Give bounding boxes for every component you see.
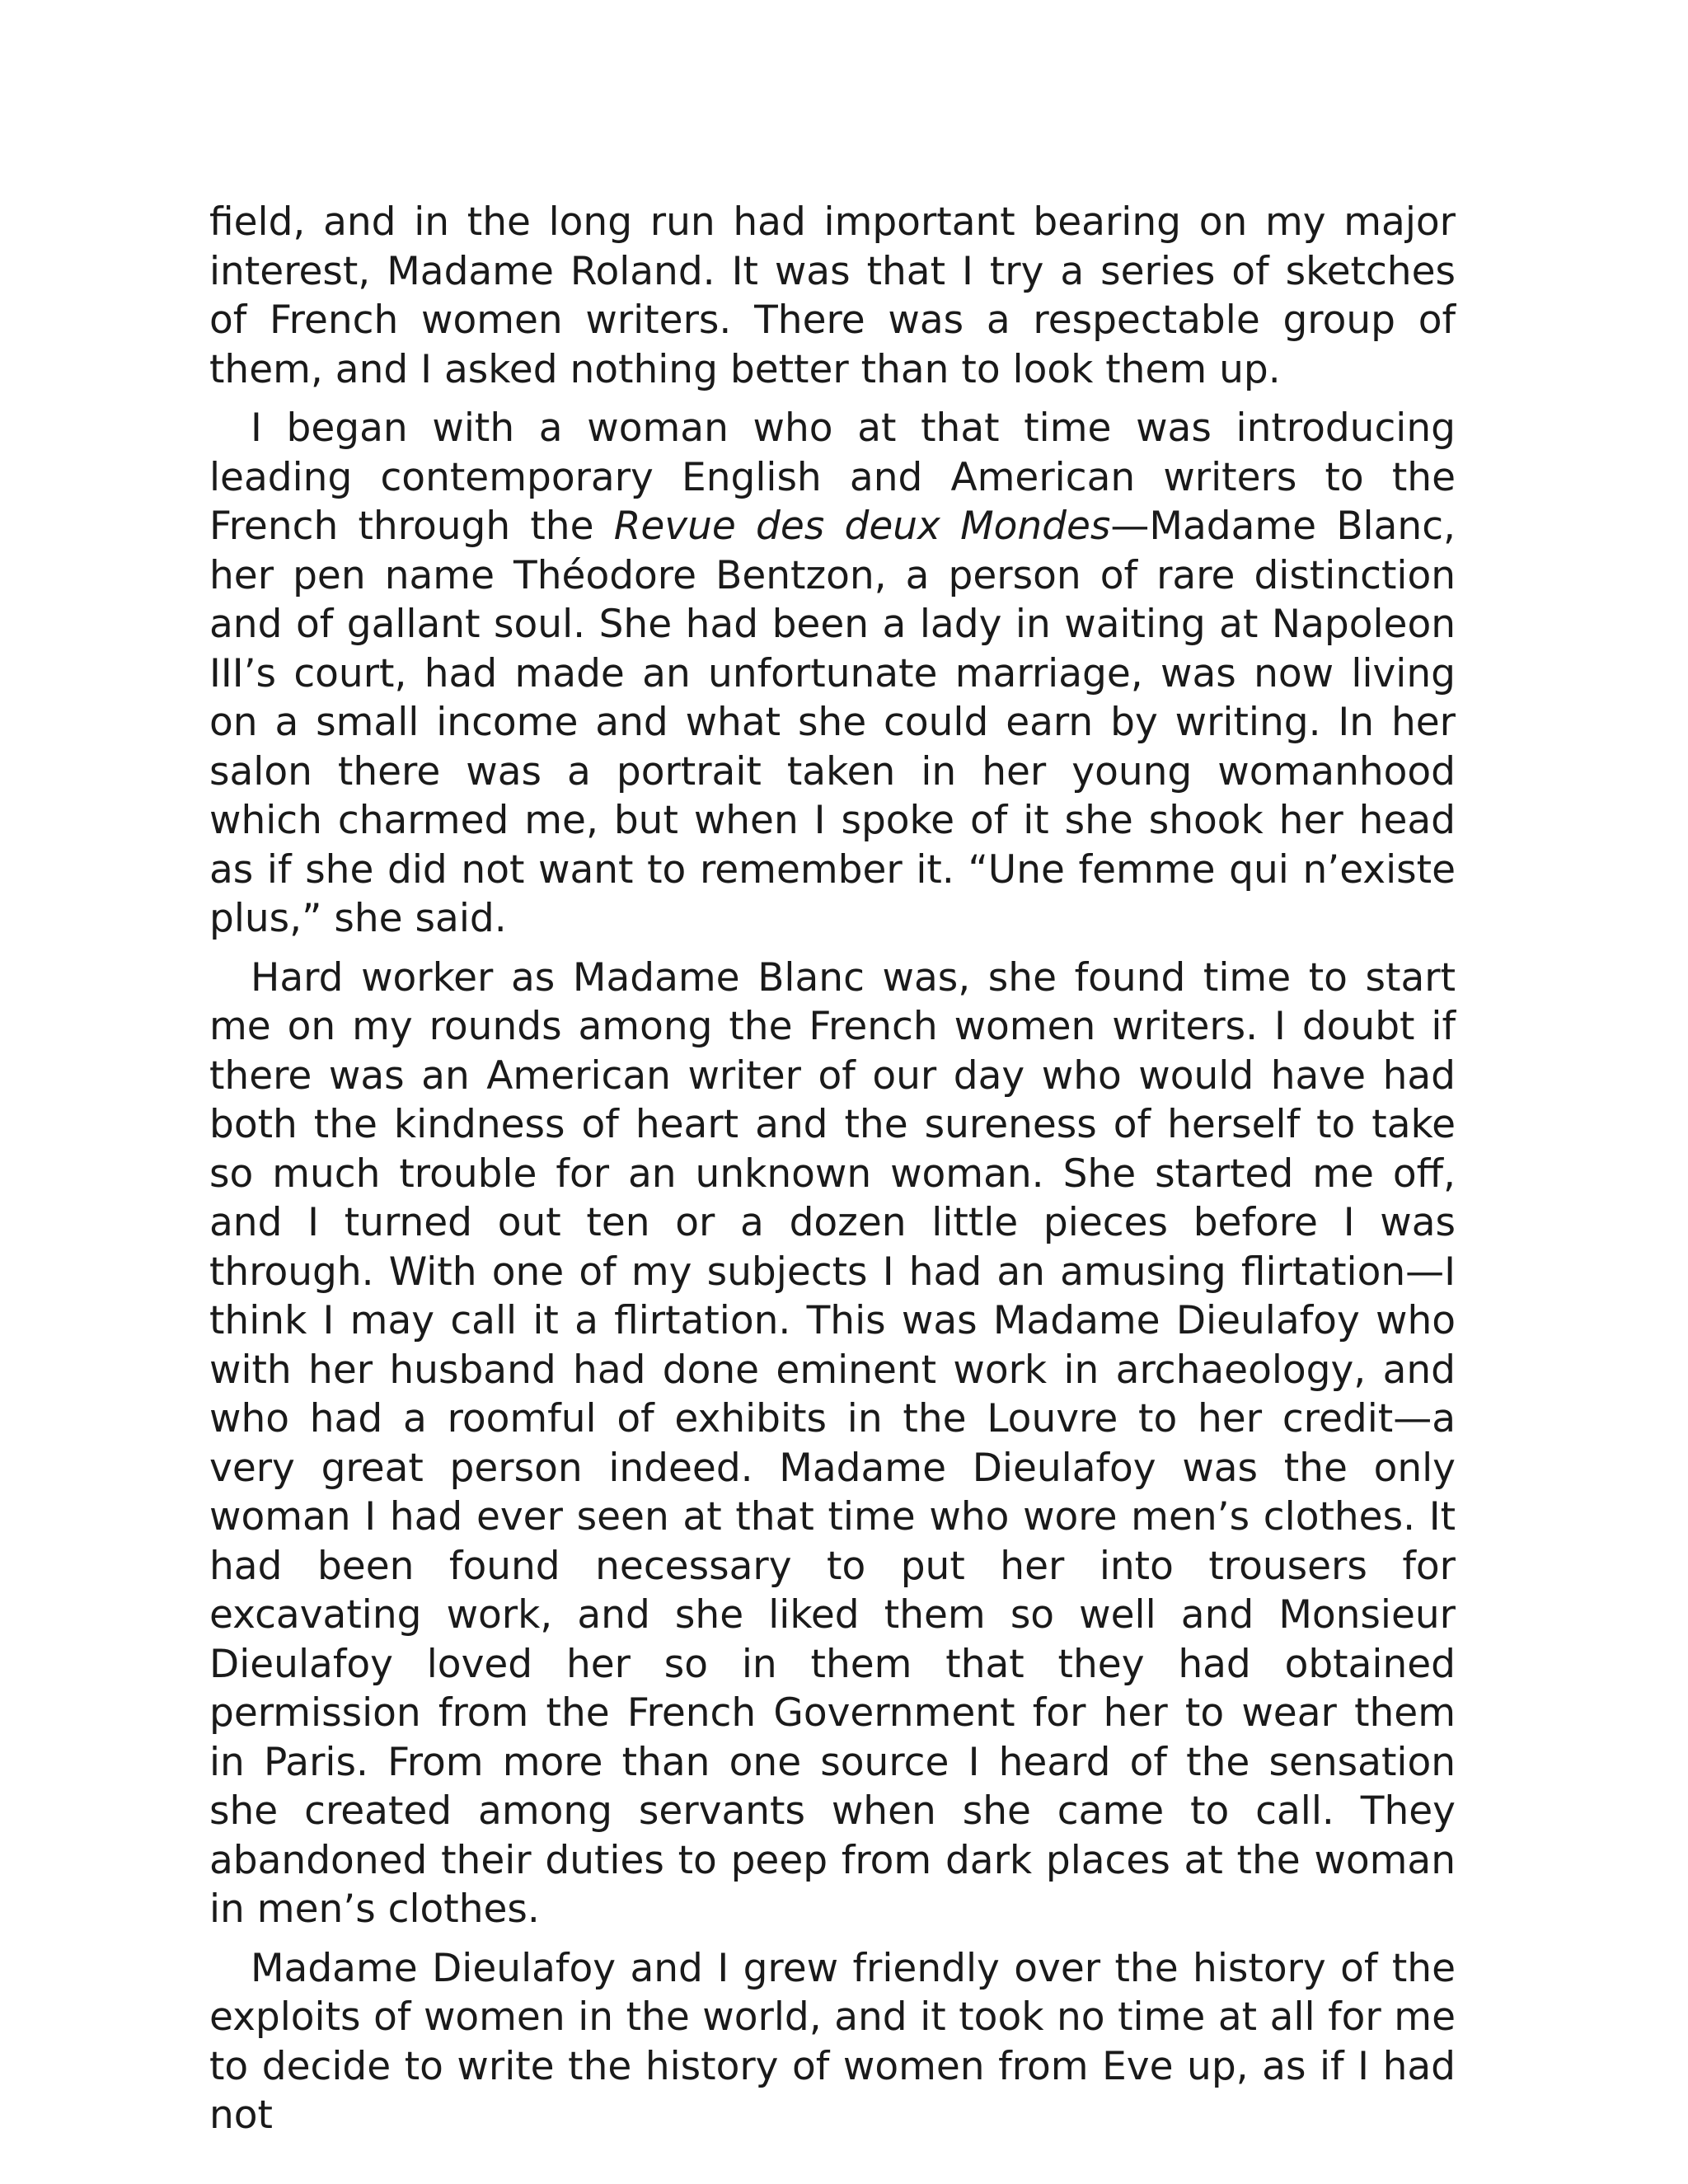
paragraph-1 <box>209 198 1456 394</box>
paragraph-2-text-end: —Madame Blanc, her pen name Théodore Bentzon, a person of rare distinction and of gallant soul. She had been a lady in waiting at Napoleon III’s court, had made an unfortunate marriage, was now living on a small income and what she could earn by writing. In her salon there was a portrait taken in her young womanhood which charmed me, but when I spoke of it she shook her head as if she did not want to remember it. “Une femme qui n’existe plus,” she said. <box>209 504 1456 941</box>
journal-title: Revue des deux Mondes <box>613 504 1111 549</box>
document-page <box>209 198 1456 2150</box>
paragraph-4-text: Madame Dieulafoy and I grew friendly over the history of the exploits of women in the world, and it took no time at all for me to decide to write the history of women from Eve up, as if I had not <box>209 1945 1456 2138</box>
paragraph-1-text: field, and in the long run had important bearing on my major interest, Madame Roland. It was that I try a series of sketches of French women writers. There was a respectable group of them, and I asked nothing better than to look them up. <box>209 199 1456 392</box>
paragraph-2-text-start: I began with a woman who at that time was introducing leading contemporary English and American writers to the French through the <box>209 405 1456 549</box>
paragraph-3-text: Hard worker as Madame Blanc was, she found time to start me on my rounds among the French women writers. I doubt if there was an American writer of our day who would have had both the kindness of heart and the sureness of herself to take so much trouble for an unknown woman. She started me off, and I turned out ten or a dozen little pieces before I was through. With one of my subjects I had an amusing flirtation—I think I may call it a flirtation. This was Madame Dieulafoy who with her husband had done eminent work in archaeology, and who had a roomful of exhibits in the Louvre to her credit—a very great person indeed. Madame Dieulafoy was the only woman I had ever seen at that time who wore men’s clothes. It had been found necessary to put her into trousers for excavating work, and she liked them so well and Monsieur Dieulafoy loved her so in them that they had obtained permission from the French Government for her to wear them in Paris. From more than one source I heard of the sensation she created among servants when she came to call. They abandoned their duties to peep from dark places at the woman in men’s clothes. <box>209 954 1456 1932</box>
paragraph-4 <box>209 1944 1456 2140</box>
paragraph-2 <box>209 404 1456 944</box>
paragraph-3 <box>209 954 1456 1934</box>
